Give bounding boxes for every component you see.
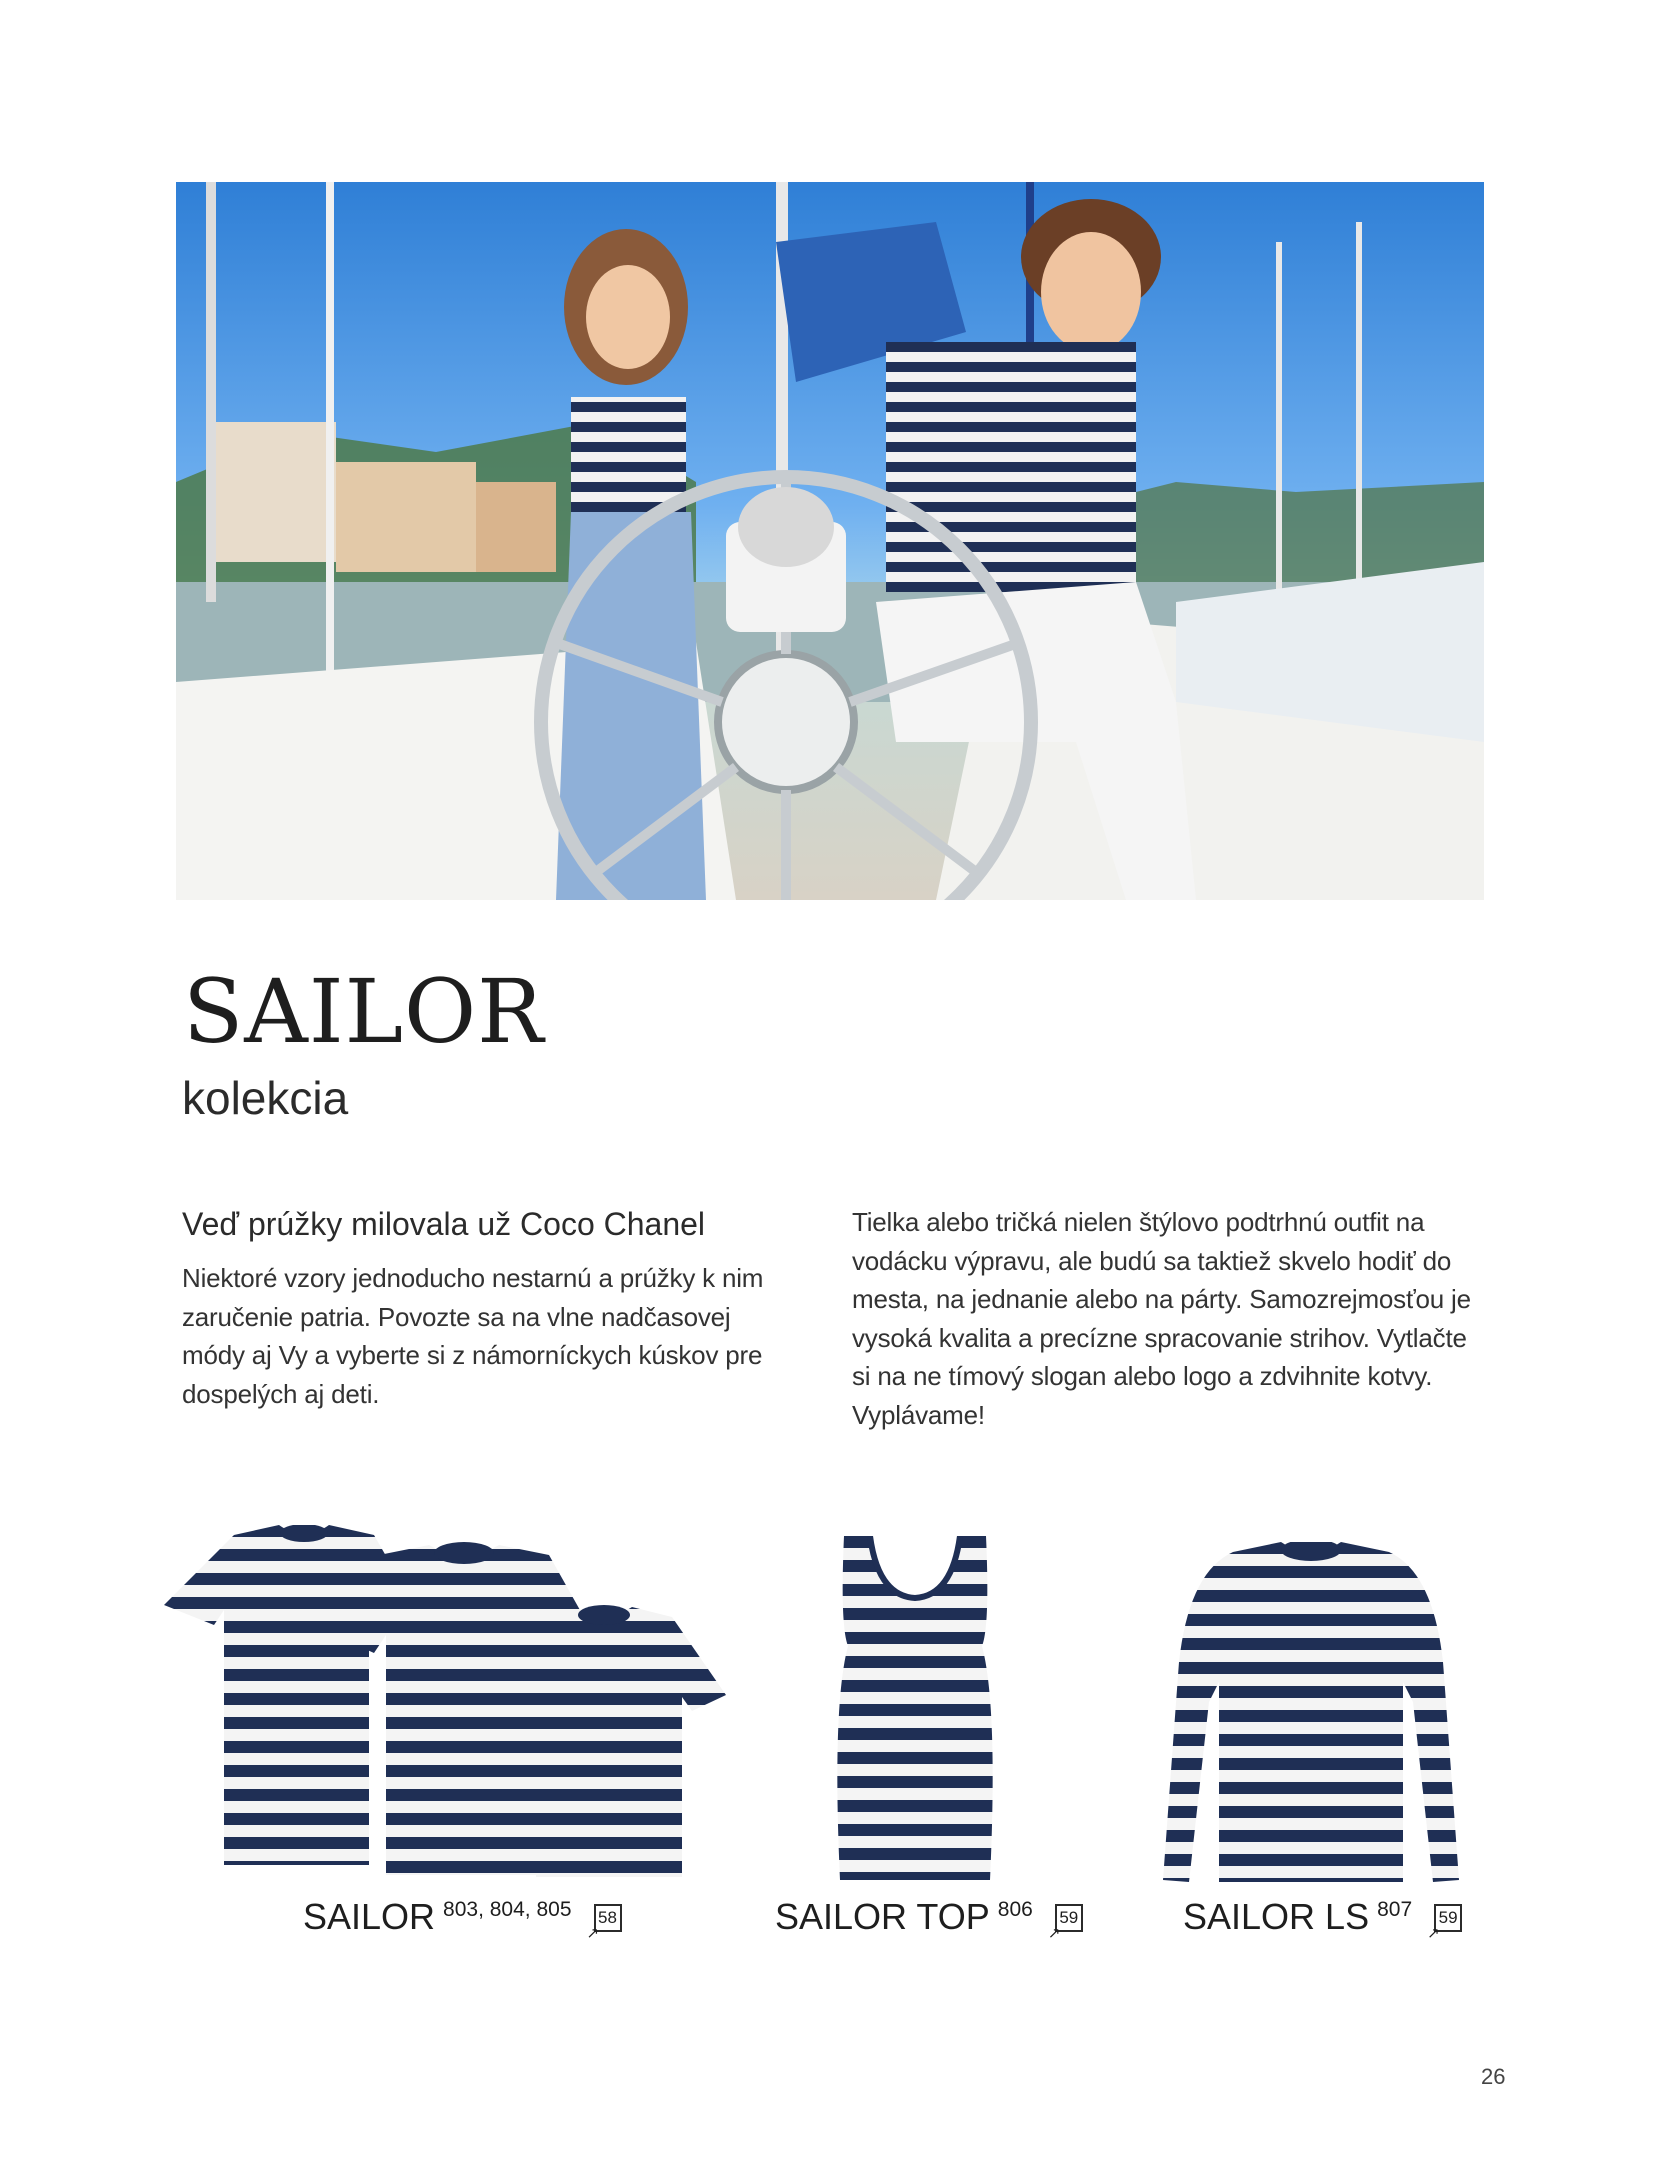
intro-right-column (852, 1203, 1492, 1434)
longsleeve-icon (1163, 1542, 1459, 1882)
product-codes: 803, 804, 805 (443, 1898, 572, 1921)
sailor-top-image (830, 1536, 1000, 1880)
page-ref-link[interactable] (1427, 1904, 1462, 1942)
arrow-icon: ↗ (1427, 1925, 1440, 1942)
page-ref-link[interactable] (1047, 1904, 1083, 1942)
page-ref-number: 59 (1059, 1908, 1079, 1927)
product-caption-sailor-top (775, 1896, 1083, 1942)
arrow-icon: ↗ (586, 1925, 600, 1942)
page-ref-number: 58 (598, 1908, 617, 1927)
page-ref-number: 59 (1438, 1908, 1458, 1927)
product-caption-sailor (303, 1896, 622, 1942)
product-name: SAILOR TOP (775, 1896, 990, 1937)
tank-top-icon (830, 1536, 1000, 1880)
sailboat-photo-icon (176, 182, 1484, 900)
page-title: SAILOR (183, 960, 545, 1063)
intro-left-text: Niektoré vzory jednoducho nestarnú a prúžky k nim zaručenie patria. Povozte sa na vlne nadčasovej módy aj Vy a vyberte si z námorníckych kúskov pre dospelých aj deti. (182, 1263, 764, 1409)
intro-lead: Veď prúžky milovala už Coco Chanel (182, 1206, 706, 1242)
page-subtitle: kolekcia (182, 1072, 349, 1124)
arrow-icon: ↗ (1047, 1925, 1061, 1942)
tshirt-icon (164, 1525, 726, 1885)
sailor-tshirts-image (164, 1525, 726, 1885)
hero-photo (176, 182, 1484, 900)
product-name: SAILOR LS (1183, 1896, 1370, 1937)
product-caption-sailor-ls (1183, 1896, 1462, 1942)
product-codes: 806 (997, 1898, 1033, 1921)
sailor-ls-image (1163, 1542, 1459, 1882)
intro-left-column (182, 1203, 782, 1413)
product-name: SAILOR (303, 1896, 436, 1937)
product-codes: 807 (1377, 1898, 1413, 1921)
intro-right-text: Tielka alebo tričká nielen štýlovo podtrhnú outfit na vodácku výpravu, ale budú sa taktiež skvelo hodiť do mesta, na jednanie alebo na párty. Samozrejmosťou je vysoká kvalita a precízne spracovanie strihov. Vytlačte si na ne tímový slogan alebo logo a zdvihnite kotvy. Vyplávame! (852, 1207, 1471, 1430)
page-ref-link[interactable] (586, 1904, 622, 1942)
page-number: 26 (1481, 2064, 1506, 2089)
